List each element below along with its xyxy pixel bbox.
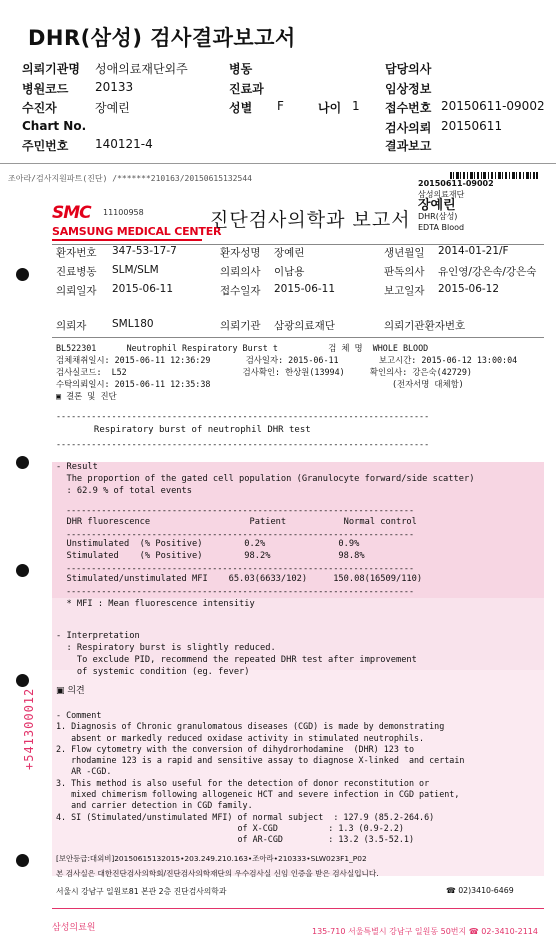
specimen-label (418, 178, 538, 238)
comment-section: - Comment 1. Diagnosis of Chronic granulomatous diseases (CGD) is made by demonstrating absent or markedly reduced oxidase activity in stimulated neutrophils. 2. Flow cytometry with the conversion of dihydrorhodamine (DHR) 123 to rhodamine 123 is a rapid and sensitive assay to diagnose X-linked and certain AR -CGD. 3. This method is also useful for the detection of donor reconstitution or mixed chimerism following allogeneic HCT and severe infection in CGD patient, and carrier detection in CGD family. 4. SI (Stimulated/unstimulated MFI) of normal subject : 127.9 (85.2-264.6) of X-CGD : 1.3 (0.9-2.2) of AR-CGD : 13.2 (3.5-52.1) (56, 710, 465, 845)
report-title: DHR(삼성) 검사결과보고서 (28, 26, 296, 50)
certification-note: 본 검사실은 대한진단검사의학회/진단검사의학재단의 우수검사실 신임 인증을 받은 검사실입니다. (56, 869, 379, 878)
table-rule: --------------------------------------------------------------------- (56, 505, 414, 515)
binder-hole-icon (16, 268, 29, 281)
binder-hole-icon (16, 674, 29, 687)
field-label: 의뢰자 (56, 320, 87, 332)
table-rule: --------------------------------------------------------------------- (56, 586, 414, 596)
field-label: 환자번호 (56, 247, 97, 259)
label-test: DHR(삼성) (418, 212, 458, 221)
summary-label: 검사의뢰 (385, 121, 432, 135)
summary-label: 성별 (229, 101, 253, 115)
field-value: 2015-06-12 (438, 283, 500, 295)
summary-label: 나이 (318, 101, 342, 115)
summary-value: 140121-4 (95, 137, 153, 151)
field-label: 생년월일 (384, 247, 425, 259)
divider (0, 163, 556, 164)
divider (52, 908, 544, 909)
summary-value: 20150611-09002 (441, 99, 545, 113)
field-value: SML180 (112, 318, 154, 330)
summary-label: 결과보고 (385, 139, 432, 153)
dhr-table-rows: Unstimulated (% Positive) 0.2% 0.9% Stimulated (% Positive) 98.2% 98.8% (66, 539, 365, 561)
fax-header: 조아라/검사지원파트(진단) /*******210163/20150615132544 (8, 174, 252, 183)
field-value: 347-53-17-7 (112, 245, 177, 257)
summary-label: 의뢰기관명 (22, 62, 80, 76)
summary-value: 장예린 (95, 101, 130, 115)
field-label: 의뢰일자 (56, 285, 97, 297)
summary-value: 1 (352, 99, 360, 113)
print-info: [보안등급:대외비]20150615132015•203.249.210.163•조아라•210333•SLW023F1_P02 (56, 854, 367, 863)
summary-label: 담당의사 (385, 62, 432, 76)
table-rule: --------------------------------------------------------------------- (56, 529, 414, 539)
field-label: 진료병동 (56, 266, 97, 278)
opinion-title: ▣ 의견 (56, 686, 85, 696)
field-value: SLM/SLM (112, 264, 159, 276)
field-value: 2014-01-21/F (438, 245, 509, 257)
field-label: 의뢰기관환자번호 (384, 320, 466, 332)
summary-value: 20133 (95, 80, 134, 94)
test-info: BL522301 Neutrophil Respiratory Burst t 검 체 명 WHOLE BLOOD 검체채취일시: 2015-06-11 12:36:29 검사일자: 2015-06-11 보고시간: 2015-06-12 13:00:04 검사실코드: L52 검사확인: 한상원(13994) 확인의사: 강은숙(42729) 수탁의뢰일시: 2015-06-11 12:35:38 (전자서명 대체함) ▣ 결론 및 진단 (56, 343, 518, 401)
field-value: 장예린 (274, 247, 305, 259)
label-patient-name: 장예린 (418, 198, 456, 213)
interpretation-section: - Interpretation : Respiratory burst is slightly reduced. To exclude PID, recommend the repeated DHR test after improvement of systemic condition (eg. fever) (56, 631, 417, 677)
field-value: 2015-06-11 (112, 283, 174, 295)
summary-value: F (277, 99, 284, 113)
section-rule: -------------------------------------------------------------------------- (56, 439, 430, 449)
lab-address: 서울시 강남구 일원로81 본관 2층 진단검사의학과 (56, 887, 227, 896)
sheet-title: 진단검사의학과 보고서 (210, 209, 411, 231)
divider (52, 239, 202, 241)
summary-label: 접수번호 (385, 101, 432, 115)
summary-label: 병원코드 (22, 82, 69, 96)
field-value: 이남용 (274, 266, 305, 278)
field-label: 의뢰의사 (220, 266, 261, 278)
hospital-name: SAMSUNG MEDICAL CENTER (52, 225, 222, 238)
table-rule: --------------------------------------------------------------------- (56, 563, 414, 573)
lab-phone: ☎ 02)3410-6469 (446, 886, 514, 895)
summary-label: Chart No. (22, 119, 87, 133)
summary-value: 20150611 (441, 119, 503, 133)
divider (52, 337, 544, 338)
mfi-note: * MFI : Mean fluorescence intensitiy (56, 599, 255, 609)
binder-hole-icon (16, 854, 29, 867)
field-label: 보고일자 (384, 285, 425, 297)
field-label: 환자성명 (220, 247, 261, 259)
field-value: 유인영/강은속/강은숙 (438, 266, 537, 278)
footer-hospital: 삼성의료원 (52, 923, 96, 933)
label-accession: 20150611-09002 (418, 179, 494, 188)
smc-logo: SMC (52, 203, 91, 223)
summary-label: 수진자 (22, 101, 57, 115)
field-label: 접수일자 (220, 285, 261, 297)
section-rule: -------------------------------------------------------------------------- (56, 411, 430, 421)
mfi-row: Stimulated/unstimulated MFI 65.03(6633/102) 150.08(16509/110) (56, 574, 423, 584)
footer-address: 135-710 서울특별시 강남구 일원동 50번지 ☎ 02-3410-2114 (312, 927, 538, 936)
side-code: +541300012 (22, 687, 36, 770)
field-value: 삼광의료재단 (274, 320, 335, 332)
summary-value: 성애의료재단외주 (95, 62, 188, 76)
logo-number: 11100958 (103, 208, 144, 217)
dhr-table-header: DHR fluorescence Patient Normal control (56, 517, 417, 527)
summary-label: 진료과 (229, 82, 264, 96)
section-title: Respiratory burst of neutrophil DHR test (56, 425, 311, 435)
summary-label: 병동 (229, 62, 253, 76)
label-specimen: EDTA Blood (418, 223, 465, 232)
field-label: 의뢰기관 (220, 320, 261, 332)
binder-hole-icon (16, 456, 29, 469)
summary-label: 임상정보 (385, 82, 432, 96)
result-section: - Result The proportion of the gated cell population (Granulocyte forward/side scatter) : 62.9 % of total events (56, 462, 475, 496)
summary-label: 주민번호 (22, 139, 69, 153)
field-value: 2015-06-11 (274, 283, 336, 295)
field-label: 판독의사 (384, 266, 425, 278)
binder-hole-icon (16, 564, 29, 577)
label-lab: 삼성의료재단 (418, 190, 465, 199)
